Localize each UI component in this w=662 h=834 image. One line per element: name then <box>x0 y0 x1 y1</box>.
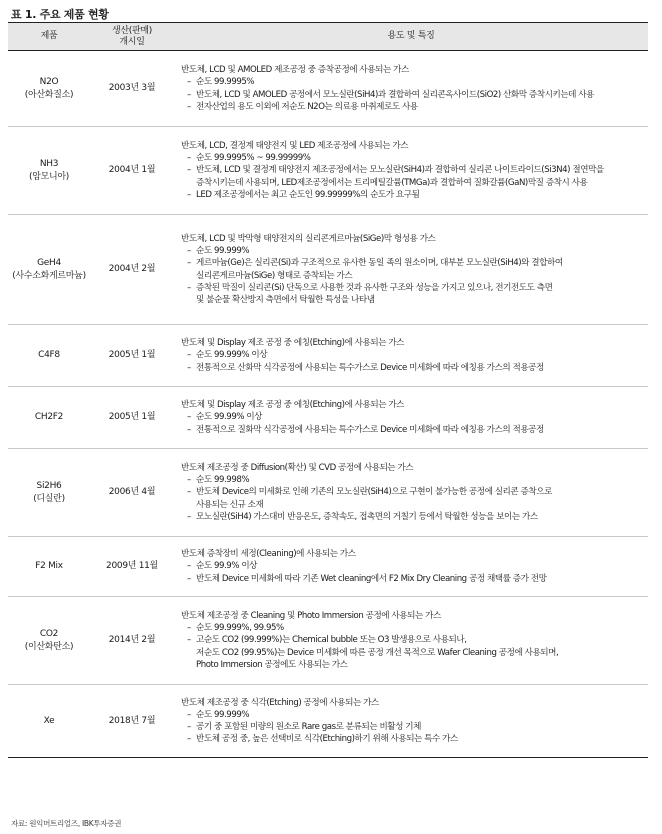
bullet-text: 전자산업의 용도 이외에 저순도 N2O는 의료용 마취제로도 사용 <box>196 101 418 112</box>
bullet-text: 순도 99.9995% ~ 99.99999% <box>196 153 311 164</box>
description-cell <box>174 127 648 214</box>
description-bullet <box>181 76 648 88</box>
table-row <box>8 127 648 215</box>
bullet-dash: – <box>187 101 191 112</box>
bullet-text: 순도 99.999% 이상 <box>196 350 268 361</box>
bullet-dash: – <box>187 412 191 423</box>
description-bullet <box>181 634 648 671</box>
product-formula: N2O <box>39 76 59 87</box>
launch-date-cell: 2004년 1월 <box>108 165 156 175</box>
bullet-text: 전통적으로 질화막 식각공정에 사용되는 특수가스로 Device 미세화에 따라 에칭용 가스의 적용공정 <box>196 424 544 435</box>
product-formula: CO2 <box>39 628 59 639</box>
launch-date-cell: 2014년 2월 <box>108 635 156 645</box>
description-bullet <box>181 733 648 745</box>
bullet-dash: – <box>187 561 191 572</box>
table-title: 표 1. 주요 제품 현황 <box>11 8 109 21</box>
bullet-dash: – <box>187 77 191 88</box>
description-summary: 반도체, LCD 및 박막형 태양전지의 실리콘게르마늄(SiGe)막 형성용 가스 <box>181 233 436 244</box>
bullet-text: 순도 99.998% <box>196 475 250 486</box>
bullet-dash: – <box>187 153 191 164</box>
bullet-dash: – <box>187 424 191 435</box>
table-row <box>8 387 648 449</box>
bullet-text: 반도체 Device의 미세화로 인해 기존의 모노실란(SiH4)으로 구현이 불가능한 공정에 실리콘 증착으로 <box>196 487 552 498</box>
bullet-dash: – <box>187 635 191 646</box>
header-date-line1: 생산(판매) <box>112 25 152 36</box>
bullet-dash: – <box>187 709 191 720</box>
bullet-text: 증착된 막질이 실리콘(Si) 단독으로 사용한 것과 유사한 구조와 성능을 가지고 있으나, 전기전도도 측면 <box>196 282 553 293</box>
description-bullet <box>181 560 648 572</box>
description-cell <box>174 449 648 536</box>
bullet-text: Photo Immersion 공정에도 사용되는 가스 <box>196 659 348 670</box>
bullet-dash: – <box>187 89 191 100</box>
product-formula: NH3 <box>39 158 59 169</box>
table-body <box>8 51 648 757</box>
description-bullet <box>181 349 648 361</box>
bullet-dash: – <box>187 511 191 522</box>
description-bullet <box>181 152 648 164</box>
product-formula: GeH4 <box>37 257 61 268</box>
description-bullet <box>181 189 648 201</box>
bullet-text: 순도 99.9995% <box>196 77 255 88</box>
description-summary: 반도체, LCD 및 AMOLED 제조공정 중 증착공정에 사용되는 가스 <box>181 65 409 76</box>
table-row <box>8 51 648 127</box>
bullet-text: 반도체, LCD 및 결정계 태양전지 제조공정에서는 모노실란(SiH4)과 결합하여 실리콘 나이트라이드(Si3N4) 절연막을 <box>196 165 604 176</box>
bullet-text: 순도 99.9% 이상 <box>196 561 258 572</box>
table-row <box>8 685 648 757</box>
bullet-text: 모노실란(SiH4) 가스대비 반응온도, 증착속도, 접촉면의 거칠기 등에서 탁월한 성능을 보이는 가스 <box>196 511 538 522</box>
bullet-dash: – <box>187 623 191 634</box>
bullet-dash: – <box>187 165 191 176</box>
source-note: 자료: 원익머트리얼즈, IBK투자증권 <box>11 819 122 828</box>
description-cell <box>174 51 648 126</box>
product-name-cell <box>8 215 90 324</box>
bullet-text: 순도 99.999% <box>196 246 250 257</box>
description-bullet <box>181 362 648 374</box>
bullet-dash: – <box>187 722 191 732</box>
description-bullet <box>181 245 648 257</box>
table-row <box>8 325 648 387</box>
description-bullet <box>181 573 648 585</box>
product-korean-name: (사수소화게르마늄) <box>12 270 86 281</box>
description-bullet <box>181 709 648 721</box>
description-summary: 반도체 제조공정 중 Cleaning 및 Photo Immersion 공정에 사용되는 가스 <box>181 610 441 621</box>
product-table <box>8 22 648 758</box>
product-name-cell <box>8 51 90 126</box>
table-row <box>8 597 648 685</box>
bullet-dash: – <box>187 475 191 486</box>
launch-date-cell: 2006년 4월 <box>108 487 156 497</box>
bullet-text: 순도 99.999%, 99.95% <box>196 623 284 634</box>
description-cell <box>174 215 648 324</box>
description-cell <box>174 325 648 386</box>
description-bullet <box>181 424 648 436</box>
bullet-dash: – <box>187 282 191 293</box>
description-bullet <box>181 721 648 733</box>
description-bullet <box>181 282 648 306</box>
description-cell <box>174 597 648 684</box>
description-bullet <box>181 411 648 423</box>
product-name-cell <box>8 449 90 536</box>
bullet-text: 반도체 공정 중, 높은 선택비로 식각(Etching)하기 위해 사용되는 특수 가스 <box>196 734 458 745</box>
product-korean-name: (디실란) <box>33 493 65 504</box>
bullet-dash: – <box>187 350 191 361</box>
bullet-text: 공기 중 포함된 미량의 원소로 Rare gas로 분류되는 비활성 기체 <box>196 722 421 732</box>
bullet-text: 전통적으로 산화막 식각공정에 사용되는 특수가스로 Device 미세화에 따라 에칭용 가스의 적용공정 <box>196 362 544 373</box>
header-product: 제품 <box>40 31 58 41</box>
description-bullet <box>181 622 648 634</box>
product-name-cell <box>8 387 90 448</box>
launch-date-cell: 2005년 1월 <box>108 412 156 422</box>
launch-date-cell: 2004년 2월 <box>108 264 156 274</box>
bullet-dash: – <box>187 734 191 745</box>
product-korean-name: (아산화질소) <box>24 89 74 100</box>
table-row <box>8 449 648 537</box>
product-formula: C4F8 <box>38 350 60 360</box>
product-formula: Si2H6 <box>36 480 62 491</box>
bullet-text: 순도 99.999% <box>196 709 250 720</box>
description-bullet <box>181 486 648 510</box>
header-description: 용도 및 특징 <box>387 31 435 41</box>
bullet-text: 사용되는 신규 소재 <box>196 499 264 510</box>
bullet-dash: – <box>187 487 191 498</box>
launch-date-cell: 2018년 7월 <box>108 715 156 726</box>
product-name-cell <box>8 685 90 757</box>
bullet-dash: – <box>187 189 191 200</box>
header-date <box>90 23 174 50</box>
description-bullet <box>181 101 648 113</box>
bullet-text: 반도체, LCD 및 AMOLED 공정에서 모노실란(SiH4)과 결합하여 실리콘옥사이드(SiO2) 산화막 증착시키는데 사용 <box>196 89 595 100</box>
description-bullet <box>181 89 648 101</box>
launch-date-cell: 2003년 3월 <box>108 83 156 93</box>
description-bullet <box>181 511 648 523</box>
product-korean-name: (암모니아) <box>29 171 69 182</box>
product-name-cell <box>8 537 90 596</box>
launch-date-cell: 2009년 11월 <box>106 561 158 571</box>
bullet-text: 및 불순물 확산방지 측면에서 탁월한 특성을 나타냄 <box>196 294 375 305</box>
bullet-dash: – <box>187 246 191 257</box>
table-row <box>8 537 648 597</box>
description-summary: 반도체 및 Display 제조 공정 중 에칭(Etching)에 사용되는 가스 <box>181 338 405 349</box>
product-formula: Xe <box>43 715 55 726</box>
bullet-text: 저순도 CO2 (99.95%)는 Device 미세화에 따른 공정 개선 목적으로 Wafer Cleaning 공정에 사용되며, <box>196 647 559 658</box>
bullet-dash: – <box>187 362 191 373</box>
bullet-dash: – <box>187 573 191 584</box>
product-formula: CH2F2 <box>34 412 64 422</box>
description-summary: 반도체, LCD, 결정계 태양전지 및 LED 제조공정에 사용되는 가스 <box>181 140 409 151</box>
header-date-line2: 개시일 <box>119 36 145 47</box>
table-row <box>8 215 648 325</box>
description-summary: 반도체 증착장비 세정(Cleaning)에 사용되는 가스 <box>181 549 356 560</box>
product-name-cell <box>8 597 90 684</box>
bullet-text: 반도체 Device 미세화에 따라 기존 Wet cleaning에서 F2 Mix Dry Cleaning 공정 채택률 증가 전망 <box>196 573 547 584</box>
description-summary: 반도체 제조공정 중 Diffusion(확산) 및 CVD 공정에 사용되는 가스 <box>181 462 414 473</box>
product-name-cell <box>8 325 90 386</box>
description-bullet <box>181 257 648 281</box>
description-cell <box>174 387 648 448</box>
bullet-text: 고순도 CO2 (99.999%)는 Chemical bubble 또는 O3 발생용으로 사용되나, <box>196 635 467 646</box>
product-name-cell <box>8 127 90 214</box>
description-cell <box>174 537 648 596</box>
description-bullet <box>181 474 648 486</box>
product-formula: F2 Mix <box>35 561 63 571</box>
bullet-text: 순도 99.99% 이상 <box>196 412 263 423</box>
description-summary: 반도체 제조공정 중 식각(Etching) 공정에 사용되는 가스 <box>181 697 379 708</box>
product-korean-name: (이산화탄소) <box>24 641 74 652</box>
bullet-text: LED 제조공정에서는 최고 순도인 99.99999%의 순도가 요구됨 <box>196 189 420 200</box>
bullet-text: 게르마늄(Ge)은 실리콘(Si)과 구조적으로 유사한 동일 족의 원소이며, 대부분 모노실란(SiH4)와 결합하여 <box>196 258 563 269</box>
description-bullet <box>181 164 648 188</box>
bullet-text: 증착시키는데 사용되며, LED제조공정에서는 트리메틸갈륨(TMGa)과 결합하여 질화갈륨(GaN)막질 증착시 사용 <box>196 177 588 188</box>
bullet-text: 실리콘게르마늄(SiGe) 형태로 증착되는 가스 <box>196 270 353 281</box>
launch-date-cell: 2005년 1월 <box>108 350 156 360</box>
description-cell <box>174 685 648 757</box>
description-summary: 반도체 및 Display 제조 공정 중 에칭(Etching)에 사용되는 가스 <box>181 400 405 411</box>
table-header <box>8 23 648 51</box>
bullet-dash: – <box>187 258 191 269</box>
